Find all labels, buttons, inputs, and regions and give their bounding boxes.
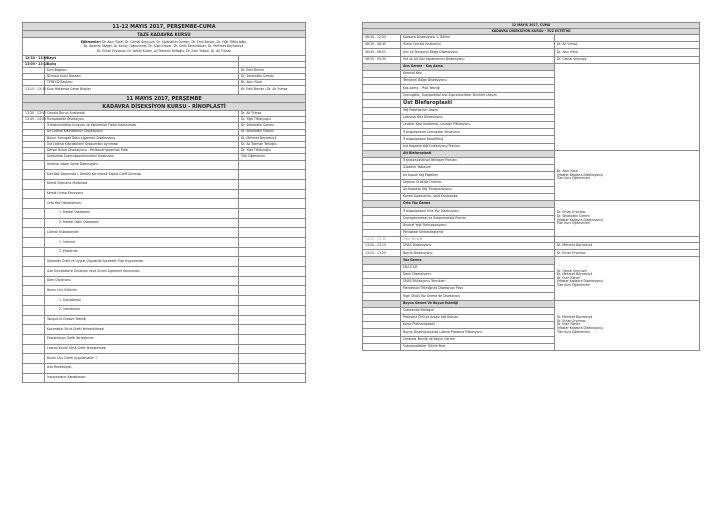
right-title-date-cell: 12 MAYIS 2017, CUMA bbox=[363, 23, 700, 29]
time-cell bbox=[23, 373, 45, 383]
time-cell bbox=[23, 257, 45, 267]
speaker-line: (Master Kadavra Diseksiyonu) bbox=[557, 172, 604, 177]
topic-cell: Lateral Krural Strut Greft Yerleştirmesi bbox=[45, 344, 239, 354]
topic-cell: Transpalpebral Orta Yüz Diseksiyonu bbox=[401, 208, 555, 215]
topic-cell: Yüzün Cerrahi Anatomisi bbox=[401, 42, 555, 49]
speaker-cell: Dr. Yiğit Tiftikçioğlu bbox=[239, 117, 306, 123]
right-title-course-cell: KADAVRA DİSEKSİYON KURSU - YÜZ ESTETİĞİ bbox=[363, 29, 700, 35]
time-cell bbox=[363, 114, 401, 121]
topic-cell: Ekstansiyon Grefti Yerleştirme bbox=[45, 334, 239, 344]
topic-cell: 2. Eksternal bbox=[45, 247, 239, 257]
topic-cell: İnsizyonların Kapatılması bbox=[45, 373, 239, 383]
speaker-cell bbox=[239, 189, 306, 199]
section-header: Orta Yüz Germe bbox=[401, 201, 555, 208]
topic-cell: Submental Yaklaşım bbox=[401, 307, 555, 314]
time-cell bbox=[23, 315, 45, 325]
speaker-line: Tüm Kurs Eğitmenleri bbox=[557, 282, 590, 287]
right-program-body bbox=[363, 23, 700, 351]
left-rhino-row bbox=[23, 208, 306, 218]
speaker-line: Dr. Erhan Eryılmaz bbox=[557, 210, 586, 215]
time-cell bbox=[363, 186, 401, 193]
speaker-cell: Dr. Akın Yücel bbox=[239, 80, 306, 86]
topic-cell: Cerrahi Burun Anatomisi bbox=[45, 111, 239, 117]
topic-cell: Boyun Diseksiyonu bbox=[401, 250, 555, 257]
topic-cell: Üst Kapakta Yağ Enjeksiyonu Planları bbox=[401, 143, 555, 150]
time-cell: 13:00 - 13:15 bbox=[23, 62, 45, 68]
time-cell: 13:30 - 13:45 bbox=[23, 111, 45, 117]
speaker-line: (Master Kadavra Diseksiyonu) bbox=[557, 279, 604, 284]
topic-cell: 2. İnterdomal bbox=[45, 305, 239, 315]
speaker-cell bbox=[239, 208, 306, 218]
speaker-cell: Tüm Eğitmenler bbox=[239, 154, 306, 160]
topic-cell: Burun Ucu Greftl Uygulamaları ? bbox=[45, 354, 239, 364]
left-title-date-cell: 11-12 MAYIS 2017, PERŞEMBE-CUMA bbox=[23, 23, 306, 31]
time-cell bbox=[23, 218, 45, 228]
time-cell bbox=[363, 92, 401, 99]
time-cell bbox=[23, 228, 45, 238]
topic-cell: SMAS Pilikasyonu Teknikleri bbox=[401, 279, 555, 286]
speaker-cell bbox=[239, 286, 306, 296]
time-cell bbox=[23, 286, 45, 296]
topic-cell: Lakrimal Bez Diseksiyonu bbox=[401, 114, 555, 121]
time-cell: 13:15 - 13:30 bbox=[23, 86, 45, 95]
speaker-line: (Master Kadavra Diseksiyonu) bbox=[557, 217, 604, 222]
speaker-cell bbox=[239, 257, 306, 267]
speaker-cell bbox=[239, 363, 306, 373]
section-header: Alt Blefaroplasti bbox=[401, 150, 555, 157]
speaker-cell: Dr. Yiğit Tiftikçioğlu bbox=[239, 148, 306, 154]
topic-cell: Spreader Greft ve Uygun Olgularda Spreader Flap Uygulaması bbox=[45, 257, 239, 267]
time-cell bbox=[363, 229, 401, 236]
left-rhino-row bbox=[23, 199, 306, 209]
topic-cell: Transpalpebral Corrugator Eksizyonu bbox=[401, 129, 555, 136]
topic-cell: Alın ve Temporal Bölge Diseksiyonu bbox=[401, 49, 555, 56]
topic-cell: Kantal Ligamanlar, Split Kantopeksi bbox=[401, 193, 555, 200]
speaker-cell: Dr. Cemal Şenyuva bbox=[555, 56, 700, 63]
time-cell bbox=[363, 208, 401, 215]
topic-cell: Lateral Osteotomiler bbox=[45, 228, 239, 238]
time-cell bbox=[363, 172, 401, 179]
time-cell bbox=[363, 122, 401, 129]
topic-cell: SMAS Diseksiyonu bbox=[401, 243, 555, 250]
speaker-cell: Dr. Selahattin Özmen bbox=[239, 123, 306, 129]
right-mid-row bbox=[363, 243, 700, 250]
section-header-row bbox=[363, 63, 700, 70]
time-cell bbox=[363, 336, 401, 343]
left-rhino-row bbox=[23, 238, 306, 248]
left-rhino-row bbox=[23, 257, 306, 267]
time-cell bbox=[23, 179, 45, 189]
speaker-cell bbox=[239, 160, 306, 170]
right-mid-row bbox=[363, 250, 700, 257]
speaker-cell bbox=[555, 35, 700, 42]
speaker-cell bbox=[239, 373, 306, 383]
left-rhino-row bbox=[23, 354, 306, 364]
trainers-line-2: Dr. İbrahim Vargel, Dr. Koray Coşkunfırat, Dr. Şükrü Yazar, Dr. Cenk Demirdöver, Dr. Mehmet Bayramiçli, bbox=[83, 44, 245, 49]
left-rhino-row bbox=[23, 218, 306, 228]
topic-cell: Platysma Önü ve Arkası Yağ Dokusu bbox=[401, 314, 555, 321]
speaker-block bbox=[555, 63, 700, 150]
topic-cell: Korse Platismaplasty bbox=[401, 322, 555, 329]
topic-cell: Burun Yumuşak Doku Ligament Diseksiyonu bbox=[45, 135, 239, 141]
time-cell bbox=[363, 193, 401, 200]
speaker-line: Tüm Kurs Eğitmenleri bbox=[557, 221, 590, 226]
time-cell bbox=[23, 247, 45, 257]
topic-cell: Kurs Başkanı bbox=[45, 68, 239, 74]
left-title-day bbox=[23, 95, 306, 103]
speaker-line: Dr. Mehmet Bayramiçli bbox=[557, 272, 593, 277]
topic-cell: Derin Diseksiyonu bbox=[401, 271, 555, 278]
speaker-cell bbox=[239, 247, 306, 257]
topic-cell: Kıkırdak Septumda L Destek Korunarak Septal Greft Alınması bbox=[45, 170, 239, 180]
left-intro-row bbox=[23, 86, 306, 95]
time-cell bbox=[363, 300, 401, 307]
trainers-line-3: Dr. Erhan Eryılmaz, Dr. İsmail Kuran, Ali Teoman Tellioğlu, Dr. Eser Yüksel, Dr. Ali Yılmaz bbox=[96, 48, 232, 53]
left-program-body bbox=[23, 23, 306, 383]
time-cell: 08:45 - 08:55 bbox=[363, 49, 401, 56]
topic-cell: TPRECD Başkanı bbox=[45, 80, 239, 86]
speaker-line: Dr. Selahattin Özmen bbox=[557, 214, 590, 218]
topic-cell: Subsilier Yaklaşım bbox=[401, 165, 555, 172]
speaker-cell bbox=[239, 170, 306, 180]
time-cell: 13:00 - 13:10 bbox=[363, 243, 401, 250]
topic-cell: Alt Kapak Yağ Paketleri bbox=[401, 172, 555, 179]
time-cell bbox=[363, 257, 401, 264]
topic-cell: Temporal Bölge Diseksiyonu bbox=[401, 78, 555, 85]
speaker-cell bbox=[239, 218, 306, 228]
speaker-line: Tüm Kurs Eğitmenleri bbox=[557, 176, 590, 181]
speaker-cell bbox=[239, 267, 306, 277]
time-cell bbox=[363, 129, 401, 136]
time-cell bbox=[363, 158, 401, 165]
time-cell bbox=[363, 99, 401, 107]
time-cell bbox=[23, 344, 45, 354]
left-rhino-row bbox=[23, 344, 306, 354]
topic-cell: Bischat Yağı Transpozisyonu bbox=[401, 222, 555, 229]
left-rhino-row bbox=[23, 373, 306, 383]
time-cell bbox=[23, 199, 45, 209]
speaker-cell: Dr. Erhan Eryılmaz bbox=[555, 250, 700, 257]
time-cell bbox=[23, 305, 45, 315]
trainers-label: Eğitmenler: bbox=[80, 40, 102, 45]
time-cell bbox=[23, 363, 45, 373]
speaker-cell: Dr. Mehmet Bayramiçli bbox=[239, 135, 306, 141]
left-rhino-row bbox=[23, 296, 306, 306]
topic-cell: Burun Ucu Sütürleri bbox=[45, 286, 239, 296]
topic-cell: Anterior Nazal Spine Diseksiyonu bbox=[45, 160, 239, 170]
left-rhino-row bbox=[23, 228, 306, 238]
time-cell bbox=[363, 343, 401, 350]
right-program-table bbox=[362, 22, 700, 351]
time-cell: 08:30 - 08:45 bbox=[363, 42, 401, 49]
time-cell bbox=[363, 222, 401, 229]
left-title-course-cell: TAZE KADAVRA KURSU bbox=[23, 31, 306, 38]
section-header: Yüz Germe bbox=[401, 257, 555, 264]
section-big-title: Üst Blefaroplasti bbox=[401, 99, 555, 107]
topic-cell: Bilimsel Kurul Başkanı bbox=[45, 74, 239, 80]
speaker-cell bbox=[239, 315, 306, 325]
speaker-cell bbox=[239, 325, 306, 335]
time-cell bbox=[23, 354, 45, 364]
time-cell bbox=[363, 322, 401, 329]
topic-cell: Kadavra Diseksiyonu 1. Bölüm bbox=[401, 35, 555, 42]
section-header-row bbox=[363, 257, 700, 264]
trainers-line-1: Dr. Akın Yücel, Dr. Cemal Şenyuva, Dr. Selahattin Özmen, Dr. Emil Benler, Dr. Yiğit Tiftikçioğlu, bbox=[102, 40, 248, 45]
time-cell bbox=[363, 201, 401, 208]
speaker-line: Dr. Eser Yüksel bbox=[557, 275, 580, 280]
speaker-line: Dr. Erhan Eryılmaz bbox=[557, 318, 586, 323]
topic-cell: 2. Medial Oblik Osteotomi bbox=[45, 218, 239, 228]
time-cell bbox=[363, 279, 401, 286]
left-program-table bbox=[22, 22, 306, 383]
speaker-cell bbox=[239, 305, 306, 315]
time-cell: 12:30 - 13:00 bbox=[23, 56, 45, 62]
topic-cell: Kemik Septuma Müdahale bbox=[45, 179, 239, 189]
speaker-cell bbox=[239, 296, 306, 306]
time-cell bbox=[363, 78, 401, 85]
time-cell: 08:55 - 09:00 bbox=[363, 56, 401, 63]
time-cell bbox=[363, 286, 401, 293]
left-rhino-row bbox=[23, 189, 306, 199]
time-cell bbox=[23, 267, 45, 277]
speaker-cell: Dr. Ali Yılmaz bbox=[555, 42, 700, 49]
right-top-row bbox=[363, 56, 700, 63]
section-header: Boyun Germe Ve Boyun Estetiği bbox=[401, 300, 555, 307]
time-cell bbox=[363, 314, 401, 321]
speaker-line: Dr. Akın Yücel bbox=[557, 169, 579, 174]
time-cell bbox=[363, 143, 401, 150]
topic-cell: MACS Lift bbox=[401, 264, 555, 271]
right-top-row bbox=[363, 49, 700, 56]
topic-cell: Açılış bbox=[45, 62, 239, 68]
speaker-cell: Dr. Akın Yücel bbox=[555, 49, 700, 56]
topic-cell: Üst Lateral Kıkırdakların Septumdan Ayrılması bbox=[45, 141, 239, 147]
speaker-cell: Dr. Selahattin Özmen bbox=[239, 129, 306, 135]
left-title-day-cell: 11 MAYIS 2017, PERŞEMBE bbox=[23, 95, 306, 103]
topic-cell: 1. Transdomal bbox=[45, 296, 239, 306]
time-cell bbox=[363, 329, 401, 336]
time-cell bbox=[363, 271, 401, 278]
topic-cell: Transpalpebral Browlifting bbox=[401, 136, 555, 143]
time-cell bbox=[23, 160, 45, 170]
speaker-line: Tüm Kurs Eğitmenleri bbox=[557, 329, 590, 334]
topic-cell: Alt Kapakta Yağ Transpozisyonu bbox=[401, 186, 555, 193]
left-title-rhino bbox=[23, 103, 306, 111]
topic-cell: Submandibüler Tükrük Bezi bbox=[401, 343, 555, 350]
speaker-cell bbox=[239, 344, 306, 354]
left-trainers-row bbox=[23, 38, 306, 56]
time-cell bbox=[23, 325, 45, 335]
time-cell bbox=[23, 334, 45, 344]
speaker-cell: Dr. Ali Yılmaz bbox=[239, 111, 306, 117]
left-title-course bbox=[23, 31, 306, 38]
topic-cell: Kayıt bbox=[45, 56, 239, 62]
speaker-line: Dr. Eser Yüksel bbox=[557, 322, 580, 327]
time-cell bbox=[23, 170, 45, 180]
speaker-line: Dr. Mehmet Bayramiçli bbox=[557, 315, 593, 320]
speaker-line: (Master Kadavra Diseksiyonu) bbox=[557, 326, 604, 331]
topic-cell: Orta Hat Osteotomiler bbox=[45, 199, 239, 209]
topic-cell: Üst ve Alt Göz kapaklarının Diseksiyonu bbox=[401, 56, 555, 63]
time-cell bbox=[363, 85, 401, 92]
topic-cell: Kolumellar Strut Grefti Yerleştirilmesi bbox=[45, 325, 239, 335]
speaker-cell bbox=[239, 276, 306, 286]
speaker-cell bbox=[239, 228, 306, 238]
left-rhino-row bbox=[23, 247, 306, 257]
time-cell bbox=[363, 293, 401, 300]
time-cell bbox=[363, 136, 401, 143]
time-cell bbox=[363, 165, 401, 172]
topic-cell: Kurs Hakkında Genel Bilgiler bbox=[45, 86, 239, 95]
time-cell bbox=[23, 208, 45, 218]
time-cell: 13:10 - 13:20 bbox=[363, 250, 401, 257]
speaker-cell bbox=[239, 334, 306, 344]
time-cell bbox=[23, 276, 45, 286]
trainers-cell bbox=[23, 38, 306, 56]
left-title-rhino-cell: KADAVRA DİSEKSİYON KURSU - RİNOPLASTİ bbox=[23, 103, 306, 111]
topic-cell: Supraperiosteal ve Subperiosteal Planlar bbox=[401, 215, 555, 222]
section-header: Alın Germe - Kaş Asma bbox=[401, 63, 555, 70]
time-cell: 13:45 - 14:00 bbox=[23, 117, 45, 123]
speaker-block bbox=[555, 150, 700, 200]
topic-cell: Mendelson Tekniğinde Diseksiyon Planı bbox=[401, 286, 555, 293]
section-header-row bbox=[363, 150, 700, 157]
right-top-row bbox=[363, 35, 700, 42]
left-rhino-row bbox=[23, 170, 306, 180]
topic-cell: Kemik Hump Eksizyonu bbox=[45, 189, 239, 199]
left-rhino-row bbox=[23, 334, 306, 344]
time-cell bbox=[363, 63, 401, 70]
topic-cell: Transkolumellar İnsizyon ve Kolumellar Flebin Kaldırılması bbox=[45, 123, 239, 129]
topic-cell: 1. İnternal bbox=[45, 238, 239, 248]
speaker-block bbox=[555, 300, 700, 350]
topic-cell: Levator Kası Anatomisi, Levator Pilikasyonu bbox=[401, 122, 555, 129]
topic-cell: Transkonjunktival Yaklaşım Planları bbox=[401, 158, 555, 165]
speaker-cell: Dr. Ali Teoman Tellioğlu bbox=[239, 141, 306, 147]
left-rhino-row bbox=[23, 325, 306, 335]
left-rhino-row bbox=[23, 315, 306, 325]
lunch-topic: Öğle Yemeği bbox=[401, 237, 555, 243]
speaker-cell: Dr. Mehmet Bayramiçli bbox=[555, 243, 700, 250]
speaker-cell bbox=[239, 179, 306, 189]
section-header-row bbox=[363, 300, 700, 307]
topic-cell: Alar Kıkırdakların Eksizyon veya Sciroll Ligament Korunması bbox=[45, 267, 239, 277]
topic-cell: Dom Dividyonu bbox=[45, 276, 239, 286]
left-rhino-row bbox=[23, 363, 306, 373]
left-rhino-row bbox=[23, 160, 306, 170]
left-rhino-row bbox=[23, 305, 306, 315]
time-cell bbox=[363, 70, 401, 77]
topic-cell: Corrugator, Supraorbital and Supratrochlear Sinirlere Ulaşım bbox=[401, 92, 555, 99]
topic-cell: Alt Lateral Kıkırdakların Diseksiyonu bbox=[45, 129, 239, 135]
topic-cell: Periosteal Serbestleştirme bbox=[401, 229, 555, 236]
speaker-cell: Dr. Emil Benler bbox=[239, 68, 306, 74]
speaker-cell: Dr. Selahattin Özmen bbox=[239, 74, 306, 80]
time-cell bbox=[363, 307, 401, 314]
topic-cell: Boyun Diseksiyonunda Lateral Platisma Pilikasyonu bbox=[401, 329, 555, 336]
time-cell bbox=[363, 215, 401, 222]
topic-cell: Koronal Kesi bbox=[401, 70, 555, 77]
speaker-block bbox=[555, 257, 700, 300]
topic-cell: Alar Rezeksiyon bbox=[45, 363, 239, 373]
speaker-cell bbox=[239, 354, 306, 364]
left-rhino-row bbox=[23, 286, 306, 296]
speaker-line: Dr. Cemal Şenyuva bbox=[557, 268, 587, 273]
topic-cell: Kaş Asma – Ptoji Tekniği bbox=[401, 85, 555, 92]
left-rhino-row bbox=[23, 276, 306, 286]
speaker-cell bbox=[239, 238, 306, 248]
section-header-row bbox=[363, 201, 700, 208]
time-cell bbox=[23, 296, 45, 306]
time-cell bbox=[363, 150, 401, 157]
time-cell bbox=[363, 179, 401, 186]
topic-cell: High SMAS Yüz Germe de Diseksiyon bbox=[401, 293, 555, 300]
lunch-time: 13:00 - 13:30 bbox=[363, 237, 401, 243]
topic-cell: Cerasols Tekniği ile Boyun Germe bbox=[401, 336, 555, 343]
time-cell: 08:30 - 12:00 bbox=[363, 35, 401, 42]
time-cell bbox=[23, 238, 45, 248]
speaker-cell bbox=[239, 199, 306, 209]
topic-cell: Rinoplastide Diseksiyon bbox=[45, 117, 239, 123]
topic-cell: Yağ Paketlerine Ulaşım bbox=[401, 107, 555, 114]
left-rhino-row bbox=[23, 267, 306, 277]
left-title-date bbox=[23, 23, 306, 31]
time-cell bbox=[23, 189, 45, 199]
topic-cell: 1. Medial Osteotomi bbox=[45, 208, 239, 218]
topic-cell: Septum Orbitale Onarımı bbox=[401, 179, 555, 186]
topic-cell: Septumda Submukoperikondrial Diseksiyon bbox=[45, 154, 239, 160]
right-top-row bbox=[363, 42, 700, 49]
speaker-block bbox=[555, 201, 700, 237]
left-rhino-row bbox=[23, 179, 306, 189]
time-cell bbox=[363, 107, 401, 114]
speaker-cell: Dr. Emil Benler / Dr. Ali Yılmaz bbox=[239, 86, 306, 95]
time-cell bbox=[363, 264, 401, 271]
topic-cell: Tongue-In-Groove Tekniği bbox=[45, 315, 239, 325]
topic-cell: Dorsal Hump Diseksiyonu - Perikondriyoperiost Flebi bbox=[45, 148, 239, 154]
